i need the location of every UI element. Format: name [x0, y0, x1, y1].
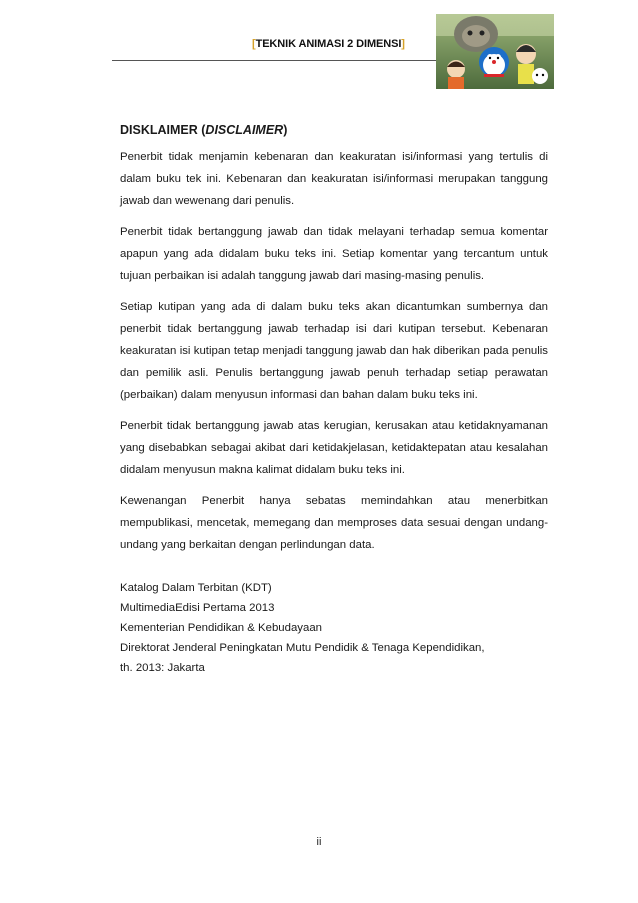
- heading-main: DISKLAIMER: [120, 123, 198, 137]
- paragraph: Kewenangan Penerbit hanya sebatas memindahkan atau menerbitkan mempublikasi, mencetak, memegang dan memproses data sesuai dengan undang-undang yang berkaitan dengan perlindungan data.: [120, 495, 548, 551]
- heading-italic: DISCLAIMER: [205, 123, 284, 137]
- catalog-line: MultimediaEdisi Pertama 2013: [120, 602, 275, 614]
- header-title-text: TEKNIK ANIMASI 2 DIMENSI: [255, 38, 402, 50]
- heading-open-paren: (: [197, 123, 206, 137]
- page-number: ii: [316, 836, 322, 848]
- cover-illustration: [436, 14, 554, 89]
- paragraph: Setiap kutipan yang ada di dalam buku teks akan dicantumkan sumbernya dan penerbit tidak bertanggung jawab terhadap isi dari kutipan tersebut. Kebenaran keakuratan isi kutipan tetap menjadi tanggung jawab dan hak diberikan pada penulis dan pemilik asli. Penulis bertanggung jawab penuh terhadap setiap perawatan (perbaikan) dalam menyusun informasi dan bahan dalam buku teks ini.: [120, 301, 548, 401]
- catalog-line: Katalog Dalam Terbitan (KDT): [120, 582, 272, 594]
- header-title: [252, 38, 422, 50]
- paragraph: Penerbit tidak bertanggung jawab dan tidak melayani terhadap semua komentar apapun yang ada didalam buku teks ini. Setiap komentar yang tercantum untuk tujuan perbaikan isi adalah tanggung jawab dari masing-masing penulis.: [120, 226, 548, 282]
- header-bracket-open: [: [252, 38, 256, 50]
- paragraph: Penerbit tidak bertanggung jawab atas kerugian, kerusakan atau ketidaknyamanan yang disebabkan sebagai akibat dari ketidakjelasan, ketidaktepatan atau kesalahan didalam menyusun makna kalimat didalam buku teks ini.: [120, 420, 548, 476]
- catalog-line: th. 2013: Jakarta: [120, 662, 205, 674]
- heading-close-paren: ): [283, 123, 288, 137]
- catalog-line: Kementerian Pendidikan & Kebudayaan: [120, 622, 323, 634]
- catalog-line: Direktorat Jenderal Peningkatan Mutu Pendidik & Tenaga Kependidikan,: [120, 642, 485, 654]
- disclaimer-heading: [120, 122, 548, 138]
- paragraph: Penerbit tidak menjamin kebenaran dan keakuratan isi/informasi yang tertulis di dalam buku tek ini. Kebenaran dan keakuratan isi/informasi merupakan tanggung jawab dan wewenang dari penulis.: [120, 151, 548, 207]
- catalog-info: [120, 578, 548, 678]
- cover-illustration-art: [436, 14, 554, 89]
- disclaimer-body: [120, 122, 548, 678]
- header-bracket-close: ]: [401, 38, 405, 50]
